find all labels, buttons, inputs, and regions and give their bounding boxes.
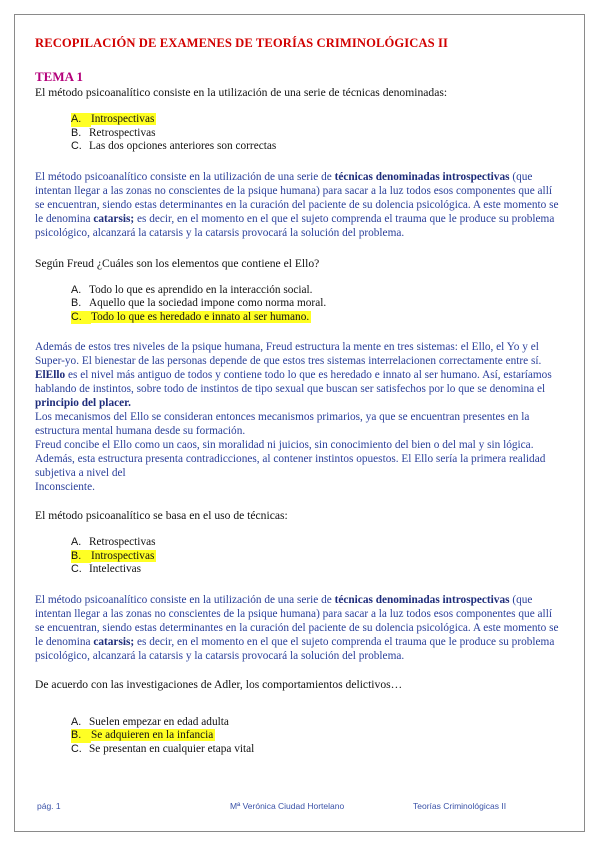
option-letter: B. (71, 550, 91, 564)
explanation-paragraph: Los mecanismos del Ello se consideran entonces mecanismos primarios, ya que se encuentran presentes en la estructura mental humana desde su formación. (35, 411, 530, 437)
question-3-options (71, 536, 563, 577)
option-letter: C. (71, 563, 82, 575)
explanation-paragraph: Inconsciente. (35, 481, 95, 493)
question-2: Según Freud ¿Cuáles son los elementos que contiene el Ello? (35, 256, 320, 270)
option-text: Todo lo que es aprendido en la interacción social. (89, 283, 313, 296)
option-text: Se adquieren en la infancia (91, 729, 214, 741)
option-3c (71, 563, 563, 577)
option-text: Retrospectivas (89, 126, 156, 139)
footer-subject: Teorías Criminológicas II (413, 801, 507, 811)
option-text: Introspectivas (91, 113, 155, 125)
explanation-bold: catarsis; (93, 212, 135, 225)
question-4-options (71, 716, 563, 757)
option-4c (71, 743, 563, 757)
option-letter: A. (71, 536, 82, 548)
option-letter: A. (71, 283, 82, 296)
topic-heading: TEMA 1 (35, 69, 84, 84)
option-2b (71, 297, 563, 311)
explanation-bold: ElEllo (35, 369, 66, 381)
footer-author: Mª Verónica Ciudad Hortelano (230, 801, 345, 811)
explanation-paragraph: Freud concibe el Ello como un caos, sin moralidad ni juicios, sin conocimiento del bien o del mal y sin lógica. Además, esta estructura presenta contradicciones, al contener instintos opuestos. El Ello sería la primera realidad subjetiva a nivel del (35, 439, 546, 479)
document-title: RECOPILACIÓN DE EXAMENES DE TEORÍAS CRIMINOLÓGICAS II (35, 36, 449, 50)
option-letter: B. (71, 126, 82, 139)
explanation-bold: catarsis; (93, 635, 135, 648)
explanation-text: (que intentan llegar a las zonas no conscientes de la psique humana) para sacar a la luz todos esos componentes que allí se encuentran, siendo estas determinantes en la curación del paciente de su dolencia psicológica. A este momento se le denomina (35, 593, 559, 648)
explanation-text: (que intentan llegar a las zonas no conscientes de la psique humana) para sacar a la luz todos esos componentes que allí se encuentran, siendo estas determinantes en la curación del paciente de su dolencia psicológica. A este momento se le denomina (35, 170, 559, 225)
option-letter: B. (71, 729, 91, 743)
option-2a (71, 284, 563, 298)
explanation-text: El método psicoanalítico consiste en la utilización de una serie de (35, 170, 335, 183)
option-text: Las dos opciones anteriores son correctas (89, 140, 277, 152)
option-text: Introspectivas (91, 549, 155, 562)
explanation-text: es decir, en el momento en el que el sujeto comprenda el trauma que le produce su problema psicológico, alcanzará la catarsis y la catarsis provocará la solución del problema. (35, 212, 555, 239)
option-text: Retrospectivas (89, 536, 156, 548)
option-1c (71, 140, 563, 154)
explanation-3 (35, 593, 563, 663)
question-2-options (71, 284, 563, 325)
question-4: De acuerdo con las investigaciones de Adler, los comportamientos delictivos… (35, 677, 403, 691)
option-letter: C. (71, 311, 91, 325)
option-1b (71, 127, 563, 141)
option-4b (71, 729, 563, 743)
explanation-bold: técnicas denominadas introspectivas (334, 170, 510, 183)
explanation-paragraph: Además de estos tres niveles de la psique humana, Freud estructura la mente en tres sistemas: el Ello, el Yo y el Super-yo. El bienestar de las personas depende de que estos tres sistemas interrelacionen correctamente entre sí. (35, 341, 542, 367)
question-3: El método psicoanalítico se basa en el uso de técnicas: (35, 509, 288, 522)
option-3a (71, 536, 563, 550)
option-letter: A. (71, 113, 91, 127)
option-letter: A. (71, 715, 82, 728)
option-letter: C. (71, 140, 82, 152)
question-1: El método psicoanalítico consiste en la utilización de una serie de técnicas denominadas: (35, 86, 448, 99)
explanation-1 (35, 170, 563, 240)
option-letter: B. (71, 297, 82, 309)
explanation-paragraph (35, 368, 563, 410)
option-1a (71, 113, 563, 127)
document-body (35, 36, 563, 756)
explanation-2 (35, 340, 563, 494)
explanation-bold: técnicas denominadas introspectivas (334, 593, 510, 606)
option-3b (71, 550, 563, 564)
option-text: Se presentan en cualquier etapa vital (89, 742, 255, 755)
footer-page-number: pág. 1 (37, 801, 61, 811)
option-text: Suelen empezar en edad adulta (89, 715, 229, 728)
explanation-bold: principio del placer. (35, 397, 131, 409)
question-1-options (71, 113, 563, 154)
option-2c (71, 311, 563, 325)
option-text: Intelectivas (89, 563, 142, 575)
option-text: Todo lo que es heredado e innato al ser humano. (91, 310, 310, 323)
option-letter: C. (71, 742, 82, 755)
explanation-text: El método psicoanalítico consiste en la utilización de una serie de (35, 593, 335, 606)
explanation-text: es decir, en el momento en el que el sujeto comprenda el trauma que le produce su problema psicológico, alcanzará la catarsis y la catarsis provocará la solución del problema. (35, 635, 555, 662)
explanation-text: es el nivel más antiguo de todos y contiene todo lo que es heredado e innato al ser humano. Así, estaríamos hablando de instintos, sobre todo de instintos de tipo sexual que buscan ser satisfechos por lo que se denomina el (35, 369, 552, 395)
option-4a (71, 716, 563, 730)
option-text: Aquello que la sociedad impone como norma moral. (89, 297, 327, 309)
